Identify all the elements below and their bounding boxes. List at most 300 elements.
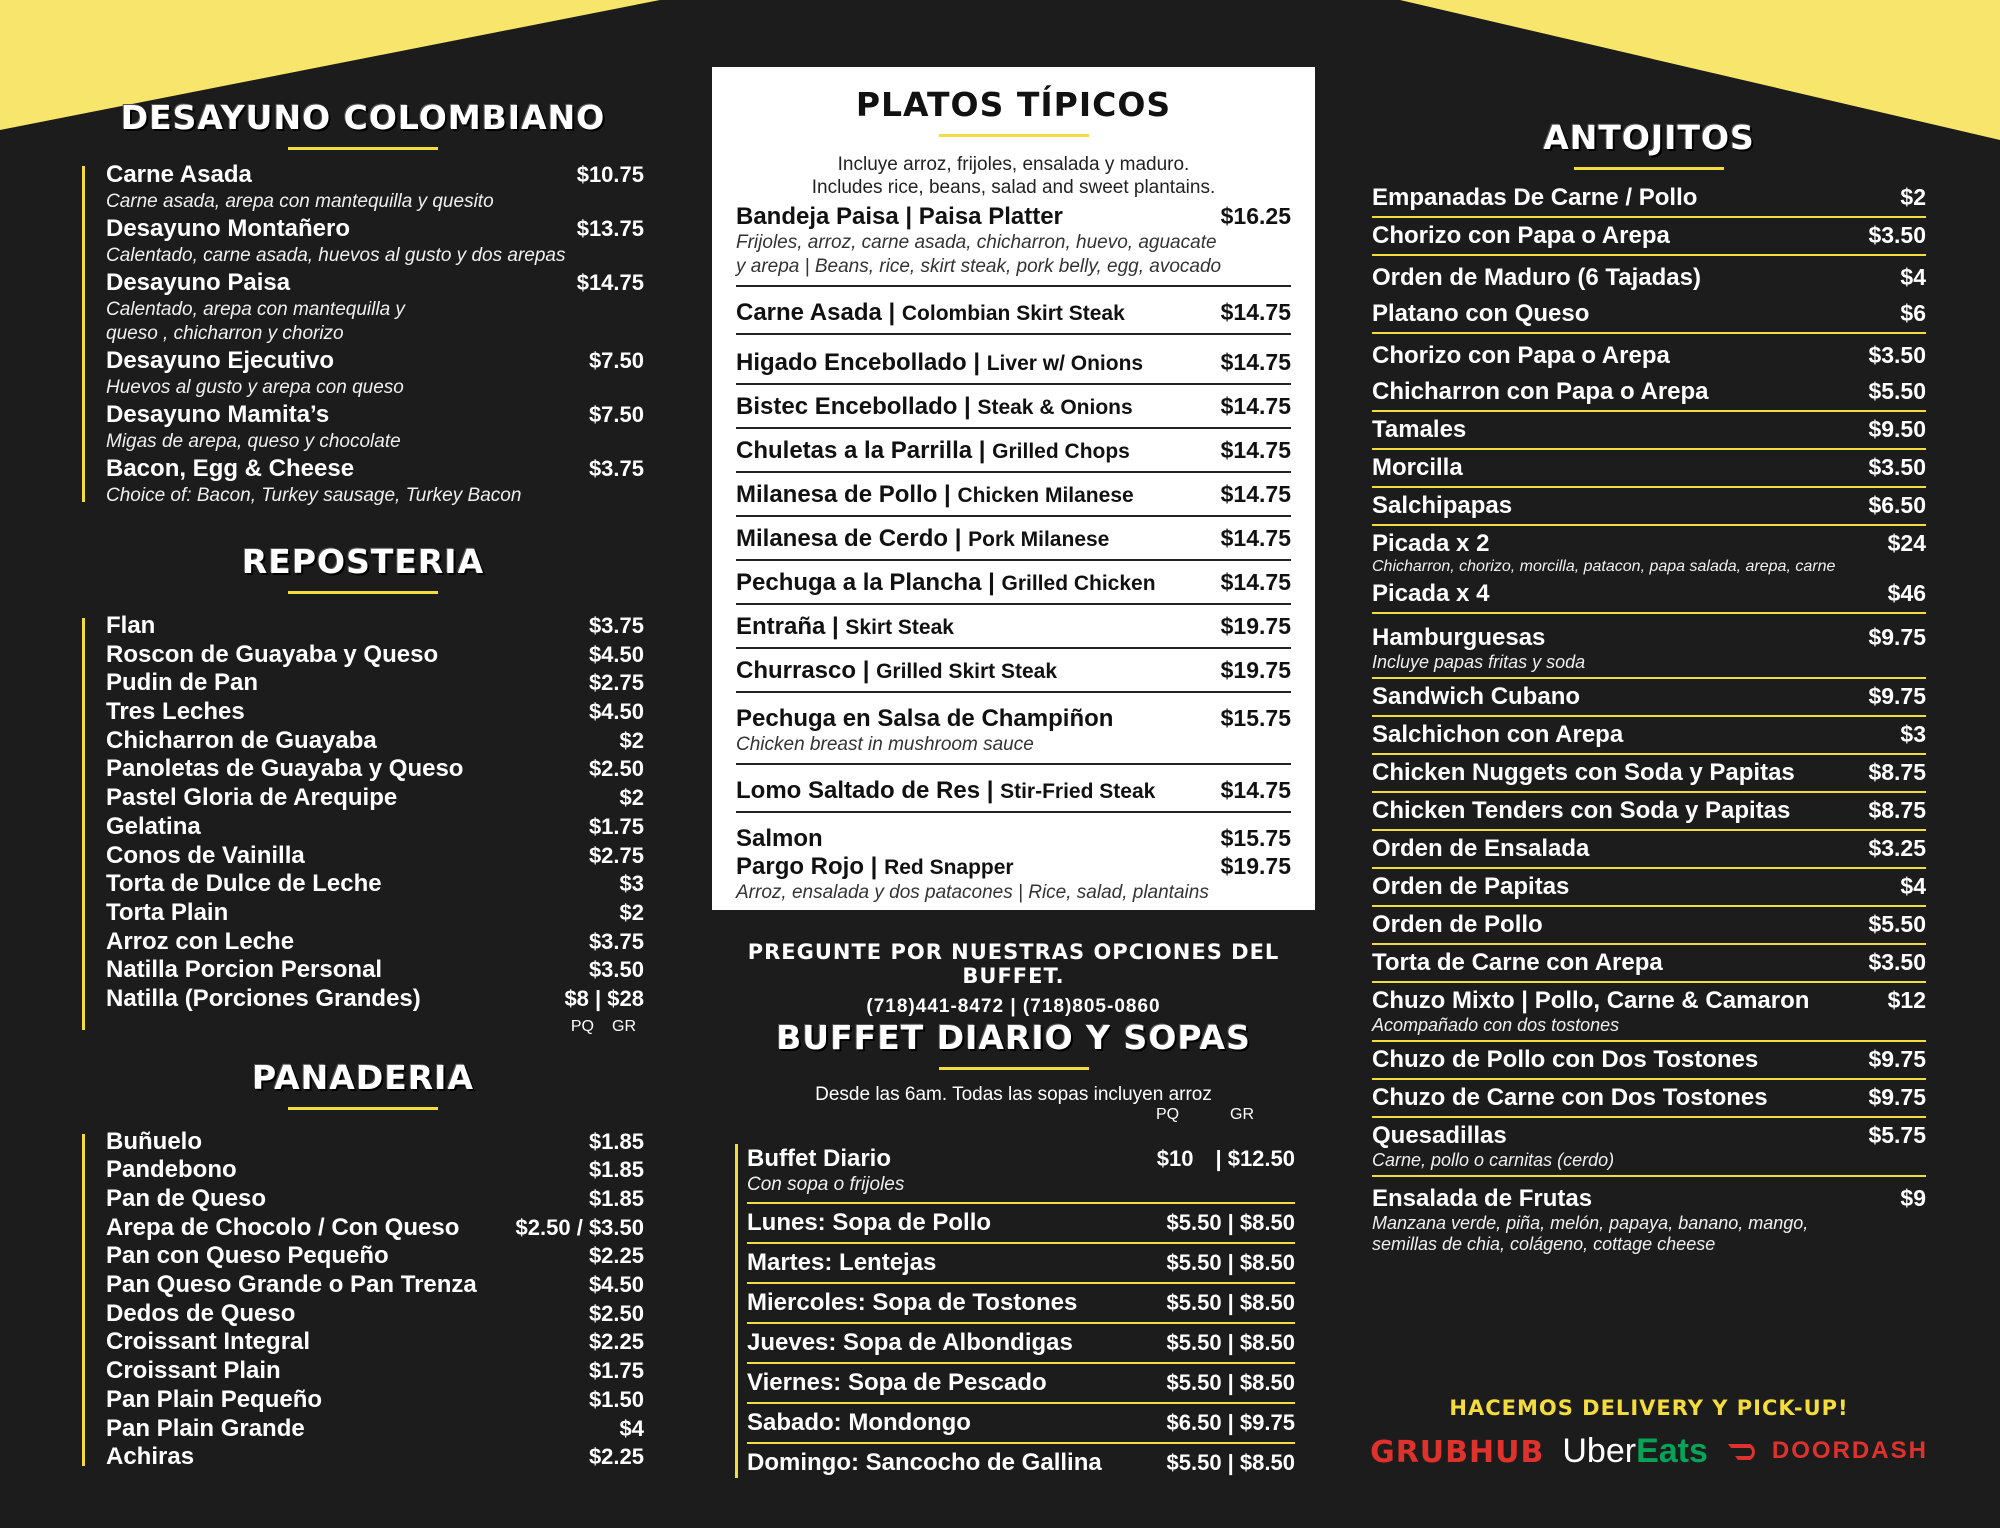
item-description: Carne asada, arepa con mantequilla y quesito [106,191,494,212]
item-name: Picada x 4 [1372,580,1490,607]
item-price: $19.75 [1220,853,1291,879]
item-name-english: Grilled Skirt Steak [876,660,1058,683]
item-price: $14.75 [1220,569,1291,595]
item-price: $3.50 [1868,222,1926,248]
item-price: $1.85 [588,1186,644,1211]
item-price: $6 [1900,300,1926,326]
menu-item [1372,296,1926,334]
item-price: $2 [1900,184,1926,210]
item-price: $7.50 [588,348,644,373]
item-name: Arroz con Leche [106,927,295,955]
menu-item [1372,374,1926,412]
platos-subtitle [736,153,1291,199]
item-name: Bistec Encebollado | [736,393,978,420]
item-name-english: Colombian Skirt Steak [901,302,1125,325]
item-name: Orden de Pollo [1372,911,1543,938]
menu-item [736,693,1291,765]
size-labels [106,1018,644,1036]
antojitos-list [1372,180,1926,1259]
item-price: $9.75 [1868,624,1926,650]
item-name: Pan con Queso Pequeño [106,1242,389,1270]
item-name: Higado Encebollado | [736,349,987,376]
item-price: $5.50 [1868,911,1926,937]
menu-item [1372,1080,1926,1118]
item-description: Chicharron, chorizo, morcilla, patacon, papa salada, arepa, carne [1372,558,1836,575]
item-name: Platano con Queso [1372,300,1590,327]
item-name: Natilla (Porciones Grandes) [106,984,421,1012]
item-name: Panoletas de Guayaba y Queso [106,755,464,783]
item-price: $4 [619,1415,644,1441]
item-price: $1.75 [588,1358,644,1384]
buffet-subtitle: Desde las 6am. Todas las sopas incluyen arroz [815,1084,1212,1105]
item-name: Carne Asada [106,161,252,188]
item-name: Pan Queso Grande o Pan Trenza [106,1271,477,1299]
item-description: Calentado, arepa con mantequilla y [106,299,405,320]
item-price: $5.50 | $8.50 [1166,1330,1295,1355]
menu-item [1372,983,1926,1042]
menu-item [106,1300,644,1329]
buffet-section [712,1018,1315,1126]
item-price: $8.75 [1868,797,1926,823]
item-price: $3 [619,871,644,897]
item-name: Miercoles: Sopa de Tostones [747,1289,1078,1316]
item-name: Pudin de Pan [106,669,259,697]
title-underline [288,591,438,594]
item-name: Tamales [1372,416,1467,443]
item-name: Buñuelo [106,1127,202,1155]
item-price: $5.50 | $8.50 [1166,1450,1295,1475]
menu-item [106,755,644,784]
item-price: $19.75 [1220,657,1291,683]
item-description: Chicken breast in mushroom sauce [736,734,1034,755]
item-name: Desayuno Montañero [106,215,351,242]
item-price: $2 [619,727,644,753]
menu-item [1372,755,1926,793]
item-name: Desayuno Mamita’s [106,401,330,428]
item-name: Chicken Nuggets con Soda y Papitas [1372,759,1795,786]
item-name: Tres Leches [106,698,245,726]
menu-item [747,1204,1295,1244]
item-price: $2.25 [588,1243,644,1269]
item-name: Torta Plain [106,898,229,926]
item-price: $1.50 [588,1386,644,1412]
uber-logo-text: Uber [1562,1432,1637,1470]
section-title-reposteria: REPOSTERIA [241,542,485,581]
item-name: Buffet Diario [747,1145,891,1172]
item-price: $5.50 | $8.50 [1166,1290,1295,1315]
menu-item [106,842,644,871]
section-title-antojitos: ANTOJITOS [1543,118,1755,157]
reposteria-list [82,612,644,1036]
item-price: $2 [619,899,644,925]
item-price: $4.50 [588,641,644,667]
item-price: $10.75 [576,162,644,187]
item-name: Pandebono [106,1156,237,1184]
menu-item [1372,831,1926,869]
menu-item [736,287,1291,335]
item-price: $4 [1900,873,1926,899]
item-name: Empanadas De Carne / Pollo [1372,184,1698,211]
menu-item [106,899,644,928]
menu-item [1372,679,1926,717]
item-price: $3.75 [588,613,644,638]
section-title-panaderia: PANADERIA [251,1057,475,1097]
item-price: $14.75 [1220,299,1291,325]
item-price: $2.25 [588,1444,644,1470]
menu-item [106,1386,644,1415]
menu-item [106,612,644,641]
menu-item [106,985,644,1014]
title-underline [939,1067,1089,1070]
menu-item [736,649,1291,693]
item-name: Pan de Queso [106,1185,267,1212]
item-price: $2.50 [588,1300,644,1326]
item-price: $14.75 [1220,393,1291,419]
menu-item [106,870,644,899]
menu-item [106,1415,644,1444]
item-name: Pechuga a la Plancha | [736,569,1002,596]
eats-logo-text: Eats [1636,1432,1708,1470]
menu-item [1372,793,1926,831]
size-large-label: GR [1230,1106,1254,1123]
item-price: $2.75 [588,842,644,868]
menu-item [1372,488,1926,526]
item-description: Arroz, ensalada y dos patacones | Rice, salad, plantains [736,882,1209,903]
menu-item [747,1324,1295,1364]
doordash-logo [1726,1437,1928,1465]
item-name: Chuletas a la Parrilla | [736,437,993,464]
item-name-english: Grilled Chicken [1001,572,1156,595]
item-name: Sandwich Cubano [1372,683,1581,710]
menu-item [106,641,644,670]
item-name: Chicharron con Papa o Arepa [1372,378,1709,405]
menu-item [106,727,644,756]
item-price: $1.85 [588,1128,644,1154]
menu-item [747,1284,1295,1324]
item-name: Morcilla [1372,454,1463,481]
item-description: Huevos al gusto y arepa con queso [106,377,404,398]
panaderia-list [82,1128,644,1472]
item-name: Chicken Tenders con Soda y Papitas [1372,797,1791,824]
item-name: Milanesa de Cerdo | [736,525,969,552]
menu-item [1372,869,1926,907]
menu-item [1372,1177,1926,1259]
menu-item [106,214,644,244]
item-price: $4.50 [588,1272,644,1298]
item-name: Torta de Carne con Arepa [1372,949,1663,976]
item-name: Desayuno Ejecutivo [106,347,335,374]
item-name: Pan Plain Pequeño [106,1385,323,1413]
item-price: $3.50 [1868,342,1926,368]
item-name-english: Red Snapper [884,856,1014,879]
item-name-english: Chicken Milanese [957,484,1134,507]
item-description: Carne, pollo o carnitas (cerdo) [1372,1150,1615,1170]
menu-item [1372,450,1926,488]
item-description: Con sopa o frijoles [747,1174,905,1195]
item-price: $1.85 [588,1157,644,1183]
item-price: $14.75 [1220,437,1291,463]
section-title-buffet: BUFFET DIARIO Y SOPAS [776,1018,1251,1057]
item-price: $4.50 [588,699,644,725]
item-description: Frijoles, arroz, carne asada, chicharron, huevo, aguacate [736,232,1217,253]
menu-item [1372,526,1926,576]
menu-item [1372,180,1926,218]
size-large-label: GR [612,1017,636,1035]
menu-item [106,454,644,484]
menu-item [106,160,644,190]
buffet-notice-title: PREGUNTE POR NUESTRAS OPCIONES DEL BUFFET. [747,940,1280,988]
item-price: $1.75 [588,813,644,839]
item-name: Orden de Ensalada [1372,835,1590,862]
menu-item [106,669,644,698]
doordash-icon [1726,1440,1764,1462]
menu-item [106,1185,644,1214]
menu-item [747,1404,1295,1444]
menu-item [106,400,644,430]
buffet-size-labels [712,1106,1315,1126]
menu-item [106,813,644,842]
item-price: $19.75 [1220,613,1291,639]
item-price: $9.75 [1868,1084,1926,1110]
item-name-english: Skirt Steak [845,616,954,639]
menu-item [1372,218,1926,256]
item-name: Bacon, Egg & Cheese [106,455,355,482]
item-name: Flan [106,612,156,639]
item-price: $14.75 [1220,525,1291,551]
item-price: $12 [1887,987,1926,1013]
item-name: Pan Plain Grande [106,1414,305,1442]
title-underline [288,1107,438,1110]
menu-item [1372,412,1926,450]
delivery-section [1372,1396,1926,1471]
item-name: Jueves: Sopa de Albondigas [747,1329,1073,1356]
item-price: $5.75 [1868,1122,1926,1148]
item-description: queso , chicharron y chorizo [106,323,344,344]
menu-item [1372,1042,1926,1080]
menu-item [736,561,1291,605]
title-underline [1574,167,1724,170]
item-name: Chorizo con Papa o Arepa [1372,222,1670,249]
item-name: Chuzo Mixto | Pollo, Carne & Camaron [1372,987,1810,1014]
doordash-logo-text: DOORDASH [1771,1437,1928,1464]
item-name: Natilla Porcion Personal [106,956,383,984]
item-price: $5.50 [1868,378,1926,404]
menu-item [736,335,1291,385]
left-column [82,98,644,1472]
menu-item [106,1128,644,1157]
item-price: $3.50 [1868,949,1926,975]
item-name: Conos de Vainilla [106,841,305,869]
item-description: Incluye papas fritas y soda [1372,652,1586,672]
platos-tipicos-card [712,67,1315,910]
item-name: Viernes: Sopa de Pescado [747,1369,1047,1396]
menu-item [106,1357,644,1386]
ubereats-logo [1562,1432,1708,1471]
item-name: Chuzo de Pollo con Dos Tostones [1372,1046,1759,1073]
item-name: Dedos de Queso [106,1299,296,1327]
item-description: Manzana verde, piña, melón, papaya, banano, mango, [1372,1213,1809,1233]
item-price: $9 [1900,1185,1926,1211]
item-price: $14.75 [1220,349,1291,375]
menu-item [106,1271,644,1300]
item-name: Orden de Maduro (6 Tajadas) [1372,264,1701,291]
item-price: $7.50 [588,402,644,427]
item-name: Milanesa de Pollo | [736,481,958,508]
menu-item [106,268,644,298]
menu-item [1372,334,1926,374]
menu-item [736,765,1291,813]
item-name: Chorizo con Papa o Arepa [1372,342,1670,369]
item-name: Orden de Papitas [1372,873,1570,900]
item-price: $6.50 | $9.75 [1166,1410,1295,1435]
menu-item [106,1443,644,1472]
desayuno-list [82,160,644,508]
title-underline [939,134,1089,137]
item-price: $46 [1887,580,1926,606]
item-price: | $12.50 [1215,1146,1295,1171]
item-name: Lomo Saltado de Res | [736,777,1001,804]
menu-item [736,517,1291,561]
menu-item [747,1244,1295,1284]
menu-item [736,199,1291,287]
item-price: $3.75 [588,928,644,954]
item-name: Pastel Gloria de Arequipe [106,784,398,812]
item-price: $2.75 [588,670,644,696]
item-price: $24 [1887,530,1926,556]
menu-item [736,429,1291,473]
item-price: $9.75 [1868,1046,1926,1072]
item-name: Salchipapas [1372,492,1513,519]
item-name: Domingo: Sancocho de Gallina [747,1449,1102,1476]
item-name: Chicharron de Guayaba [106,726,377,754]
menu-item [106,1214,644,1243]
menu-item [106,1328,644,1357]
item-price: $14.75 [1220,777,1291,803]
delivery-logos [1372,1432,1926,1471]
item-description: Choice of: Bacon, Turkey sausage, Turkey Bacon [106,485,522,506]
item-name: Carne Asada | [736,299,902,326]
item-name: Churrasco | [736,657,877,684]
menu-item [747,1140,1295,1204]
item-price: $16.25 [1220,203,1291,229]
menu-item [736,385,1291,429]
menu-item [1372,576,1926,614]
item-name: Lunes: Sopa de Pollo [747,1209,992,1236]
item-price: $9.50 [1868,416,1926,442]
item-name: Gelatina [106,812,201,840]
item-price: $5.50 | $8.50 [1166,1250,1295,1275]
item-price: $3.50 [1868,454,1926,480]
item-name: Croissant Plain [106,1357,281,1385]
menu-item [1372,945,1926,983]
item-price: $2.50 [588,756,644,782]
menu-item [106,1242,644,1271]
item-description: Migas de arepa, queso y chocolate [106,431,401,452]
item-name: Quesadillas [1372,1122,1507,1149]
item-name: Bandeja Paisa | Paisa Platter [736,203,1063,230]
item-price: $2.25 [588,1329,644,1355]
item-price: $6.50 [1868,492,1926,518]
item-name: Salchichon con Arepa [1372,721,1624,748]
menu-item [106,784,644,813]
section-title-desayuno: DESAYUNO COLOMBIANO [120,98,606,137]
item-name: Martes: Lentejas [747,1249,937,1276]
item-description: y arepa | Beans, rice, skirt steak, pork belly, egg, avocado [736,256,1222,277]
item-price: $8.75 [1868,759,1926,785]
item-name: Desayuno Paisa [106,269,291,296]
item-price: $3 [1900,721,1926,747]
platos-subtitle-en: Includes rice, beans, salad and sweet plantains. [811,177,1216,198]
item-price: $8 | $28 [564,985,644,1011]
item-price: $10 [1156,1146,1194,1171]
item-price: $5.50 | $8.50 [1166,1370,1295,1395]
menu-item [106,956,644,985]
platos-subtitle-es: Incluye arroz, frijoles, ensalada y maduro. [837,154,1190,175]
item-price: $2 [619,785,644,811]
item-price: $13.75 [576,216,644,241]
size-small-label: PQ [570,1017,594,1035]
menu-item [1372,1118,1926,1177]
item-price: $3.25 [1868,835,1926,861]
item-price: $15.75 [1220,705,1291,731]
right-column [1372,118,1926,1259]
menu-item [747,1444,1295,1482]
item-price: $3.50 [588,957,644,983]
phone-numbers: (718)441-8472 | (718)805-0860 [866,996,1161,1017]
grubhub-logo: GRUBHUB [1370,1435,1545,1470]
item-name: Croissant Integral [106,1328,311,1356]
item-name: Roscon de Guayaba y Queso [106,640,439,668]
item-price: $14.75 [576,270,644,295]
item-name-english: Pork Milanese [968,528,1110,551]
item-name: Achiras [106,1443,195,1471]
title-underline [288,147,438,150]
item-name: Pechuga en Salsa de Champiñon [736,705,1114,732]
item-name-english: Liver w/ Onions [986,352,1144,375]
item-price: $4 [1900,264,1926,290]
menu-item [736,605,1291,649]
item-description: semillas de chia, colágeno, cottage cheese [1372,1234,1716,1254]
menu-item [106,346,644,376]
menu-item [106,698,644,727]
item-price: $15.75 [1220,825,1291,851]
menu-item [736,813,1291,911]
item-name-english: Stir-Fried Steak [1000,780,1156,803]
item-price: $5.50 | $8.50 [1166,1210,1295,1235]
menu-item [106,1156,644,1185]
menu-item [106,928,644,957]
menu-item [1372,256,1926,296]
item-name-english: Steak & Onions [977,396,1133,419]
item-price: $14.75 [1220,481,1291,507]
item-name: Ensalada de Frutas [1372,1185,1593,1212]
menu-item [747,1364,1295,1404]
menu-item [1372,717,1926,755]
item-price: $3.75 [588,456,644,481]
item-name: Chuzo de Carne con Dos Tostones [1372,1084,1768,1111]
menu-item [736,473,1291,517]
item-description: Calentado, carne asada, huevos al gusto y dos arepas [106,245,566,266]
sopas-list [735,1140,1295,1482]
item-name: Salmon [736,825,823,852]
item-name: Arepa de Chocolo / Con Queso [106,1213,460,1241]
size-small-label: PQ [1156,1106,1180,1123]
menu-item [1372,907,1926,945]
item-name: Pargo Rojo | [736,853,885,880]
item-name: Entraña | [736,613,846,640]
delivery-title: HACEMOS DELIVERY Y PICK-UP! [1449,1396,1849,1420]
buffet-notice [712,940,1315,1018]
